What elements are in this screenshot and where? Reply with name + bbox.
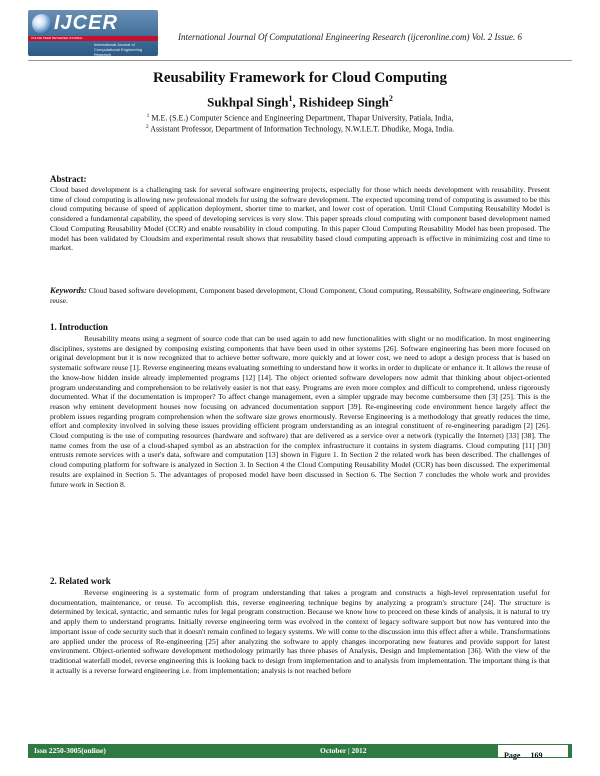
keywords-label: Keywords: <box>50 285 87 295</box>
intro-heading: 1. Introduction <box>50 322 108 332</box>
related-heading: 2. Related work <box>50 576 111 586</box>
affiliation-1-text: M.E. (S.E.) Computer Science and Engineering Department, Thapar University, Patiala, India, <box>149 113 454 123</box>
affiliation-1 <box>0 113 600 123</box>
affiliation-2 <box>0 124 600 134</box>
page-number: 169 <box>530 751 543 760</box>
author-1-sup: 1 <box>288 94 293 103</box>
footer-date: October | 2012 <box>320 746 367 755</box>
related-text: Reverse engineering is a systematic form of program understanding that takes a program and constructs a high-level representation useful for documentation, maintenance, or reuse. To accomplish this, reverse engineering technique begins by analyzing a program's structure [24]. The structure is determined by lexical, syntactic, and semantic rules for legal program construction. Because we know how to proceed on these kinds of analysis, it is natural to try and apply them to understand programs. Initially reverse engineering term was evolved in the context of legacy software support but now has ventured into the important issue of code security such that it doesn't remain confined to legacy systems. We will come to the discussion into this effect after a while. Transformations are applied under the process of Re-engineering [25] after analyzing the software to apply changes incorporating new features and provide support for latest environment. Object-oriented software development methodology primarily has three phases of Analysis, Design and Implementation [36]. With the view of the traditional waterfall model, reverse engineering this is looking back to design from implementation and to analysis from implementation. The important thing is that it actually is a reverse forward engineering i.e. from implementation; analysis is not reached before <box>50 588 550 675</box>
page-label: Page <box>504 751 521 760</box>
author-separator: , <box>292 94 299 110</box>
abstract-heading: Abstract: <box>50 174 87 184</box>
globe-icon <box>32 14 52 34</box>
footer-issn: Issn 2250-3005(online) <box>34 746 106 755</box>
paper-title: Reusability Framework for Cloud Computing <box>153 70 447 86</box>
page-footer <box>28 744 572 758</box>
affiliation-2-text: Assistant Professor, Department of Information Technology, N.W.I.E.T. Dhudike, Moga, India. <box>148 124 455 134</box>
abstract-text: Cloud based development is a challenging task for several software engineering projects, especially for those which needs development with reusability. Present time of cloud computing is allowing new professional models for using the software development. The expected upcoming trend of computing is assumed to be this cloud computing because of speed of application deployment, shorter time to market, and lower cost of operation. Until Cloud Computing Reusability Model is considered a fundamental capability, the speed of developing services is very slow. This paper spreads cloud computing with component based development named Cloud Computing Reusability Model (CCR) and enable reusability in cloud computing. In this paper Cloud Computing Reusability Model has been proposed. The model has been validated by Cloudsim and experimental result shows that reusability based cloud computing approach is effective in minimizing cost and time to market. <box>50 185 550 253</box>
keywords-block <box>50 286 550 305</box>
logo-subtitle: ONLINE PEER REVIEWED JOURNAL <box>31 36 83 40</box>
author-1: Sukhpal Singh <box>207 94 289 110</box>
intro-text: Reusability means using a segment of source code that can be used again to add new functionalities with slight or no modification. In most engineering disciplines, systems are designed by composing existing components that have been used in other systems [26]. Software engineering has been more focused on original development but it is now recognized that to achieve better software, more quickly and at lower cost, we need to adopt a design process that is based on systematic software reuse [1]. Reverse engineering means evaluating something to understand how it works in order to duplicate or enhance it. It allows the reuse of the know-how hidden inside already implemented programs [12] [14]. The object oriented software developers now admit that thinking about object-oriented program understanding and comprehension to be relatively easier is not that easy. Programs are even more complex and difficult to comprehend, unless rigorously documented. What if the documentation is improper? To affect change management, even a simpler upgrade may become cumbersome then [3] [25]. This is the reason why eminent development houses now focusing on advanced documentation support [39]. Re-engineering code environment hence largely affect the problem issues regarding program comprehension when the software size grows enormously. Reverse Engineering is a methodology that greatly reduces the time, effort and complexity involved in solving these issues providing efficient program understanding as an integral constituent of re-engineering paradigm [2] [26]. Cloud computing is the use of computing resources (hardware and software) that are delivered as a service over a network (typically the Internet) [33] [38]. The name comes from the use of a cloud-shaped symbol as an abstraction for the complex infrastructure it contains in system diagrams. Cloud computing [11] [30] entrusts remote services with a user's data, software and computation [13] shown in Figure 1. In Section 2 the related work has been described. The challenges of cloud computing platform for software is analyzed in Section 3. In Section 4 the Cloud Computing Reusability Model (CCR) has been discussed. The experimental results are explained in Section 5. The advantages of proposed model have been discussed in Section 6. The Section 7 concludes the whole work and provides future work in Section 8. <box>50 334 550 489</box>
journal-logo <box>28 10 158 56</box>
logo-subtitle-2: International Journal of Computational Engineering Research <box>94 42 143 56</box>
keywords-text: Cloud based software development, Component based development, Cloud Component, Cloud computing, Reusability, Software engineering, Software reuse. <box>50 286 550 305</box>
page-number-box <box>498 745 568 760</box>
header-divider <box>28 60 572 61</box>
affiliation-2-sup: 2 <box>145 124 149 130</box>
journal-name: International Journal Of Computational Engineering Research (ijceronline.com) Vol. 2 Issue. 6 <box>178 32 523 42</box>
journal-header <box>28 10 572 58</box>
author-2: Rishideep Singh <box>298 94 389 110</box>
logo-text: IJCER <box>54 12 118 34</box>
author-2-sup: 2 <box>388 94 393 103</box>
author-line <box>0 94 600 110</box>
affiliation-1-sup: 1 <box>146 113 150 119</box>
